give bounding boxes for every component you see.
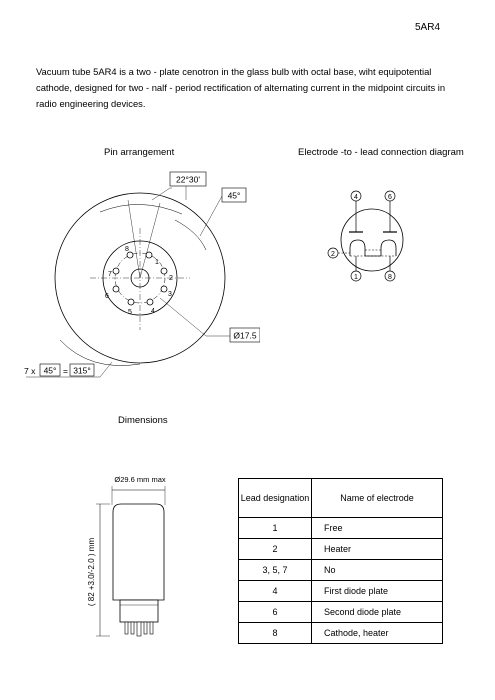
filament-2 [381, 240, 396, 256]
pin-4 [147, 299, 153, 305]
pin-label-8: 8 [125, 246, 129, 253]
pin-arrangement-title: Pin arrangement [104, 147, 175, 158]
pin-5 [128, 299, 134, 305]
pin-label-5: 5 [128, 309, 132, 316]
connection-diagram-title: Electrode -to - lead connection diagram [298, 147, 464, 158]
pin-label-3: 3 [168, 291, 172, 298]
lead-header: Lead designation [239, 479, 312, 518]
angle-label: 22°30' [176, 174, 200, 185]
pin-label-2: 2 [169, 275, 173, 282]
pin-label-7: 7 [108, 271, 112, 278]
diameter-dimension: Ø29.6 mm max [114, 475, 166, 484]
electrode-cell: Cathode, heater [312, 623, 443, 644]
electrode-cell: Free [312, 518, 443, 539]
rotation-total: 315° [73, 365, 91, 376]
lead-label-2: 2 [331, 251, 335, 258]
connection-diagram [318, 185, 428, 285]
pin-arrangement-drawing [0, 160, 260, 385]
lead-cell: 4 [239, 581, 312, 602]
tube-outline-drawing [70, 470, 190, 645]
lead-cell: 1 [239, 518, 312, 539]
table-row [239, 623, 443, 644]
glass-bulb [113, 504, 164, 600]
electrode-header: Name of electrode [312, 479, 443, 518]
pin-7 [113, 268, 119, 274]
table-row [239, 560, 443, 581]
height-dimension: ( 82 +3.0/-2.0 ) mm [87, 537, 96, 607]
table-row [239, 539, 443, 560]
tube-description: Vacuum tube 5AR4 is a two - plate cenotron in the glass bulb with octal base, wiht equipotential cathode, designed for two - nalf - period rectification of alternating current in the midpoint circuits in radio engineering devices. [36, 66, 446, 109]
pitch-label: 45° [227, 190, 241, 201]
lead-cell: 3, 5, 7 [239, 560, 312, 581]
table-row [239, 518, 443, 539]
pin-6 [113, 286, 119, 292]
rotation-step: 45° [43, 365, 57, 376]
lead-cell: 6 [239, 602, 312, 623]
lead-label-1: 1 [354, 274, 358, 281]
rotation-equals: = [63, 366, 68, 376]
electrode-cell: Heater [312, 539, 443, 560]
rotation-prefix: 7 x [24, 366, 36, 376]
diameter-label: Ø17.5 [233, 330, 257, 341]
electrode-cell: First diode plate [312, 581, 443, 602]
lead-label-6: 6 [388, 194, 392, 201]
filament-1 [350, 240, 365, 256]
pin-2 [161, 268, 167, 274]
pin-3 [161, 286, 167, 292]
pin-label-6: 6 [105, 293, 109, 300]
electrode-cell: Second diode plate [312, 602, 443, 623]
lead-cell: 8 [239, 623, 312, 644]
lead-label-8: 8 [388, 274, 392, 281]
lead-cell: 2 [239, 539, 312, 560]
document-code: 5AR4 [414, 22, 440, 33]
pin-label-4: 4 [151, 308, 155, 315]
table-row [239, 602, 443, 623]
dimensions-title: Dimensions [118, 415, 168, 426]
electrode-cell: No [312, 560, 443, 581]
pin-label-1: 1 [155, 259, 159, 266]
octal-base [120, 600, 158, 622]
lead-table [238, 478, 443, 644]
table-row [239, 581, 443, 602]
tube-envelope [341, 209, 403, 271]
lead-label-4: 4 [354, 194, 358, 201]
